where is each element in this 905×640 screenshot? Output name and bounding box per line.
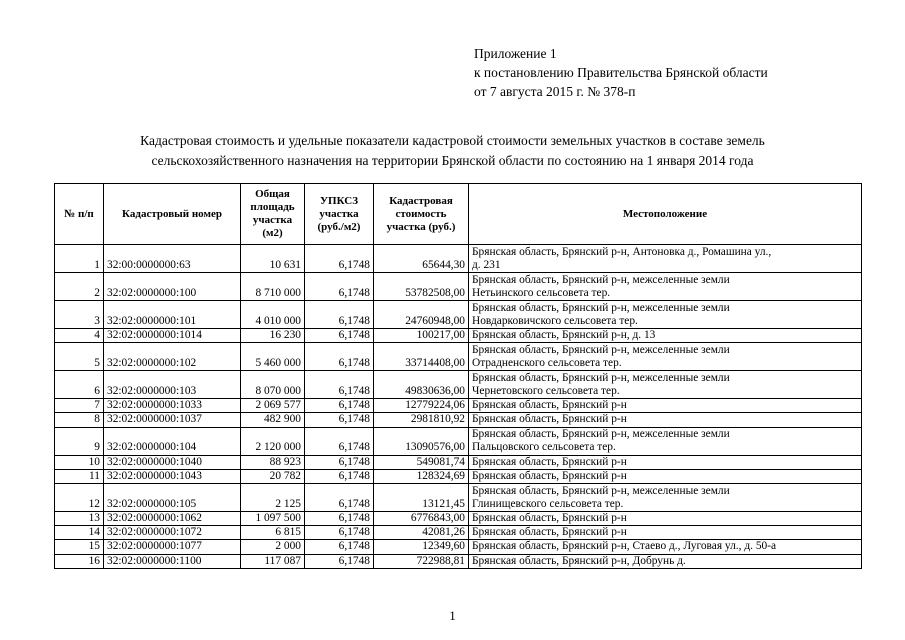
document-title	[0, 131, 905, 171]
header-num: № п/п	[55, 184, 104, 245]
cell-num: 5	[55, 343, 104, 371]
location-line: Брянская область, Брянский р-н, Добрунь д.	[472, 554, 686, 567]
cell-upksz: 6,1748	[305, 469, 374, 483]
cell-area: 8 070 000	[241, 371, 305, 399]
cell-cadastral-value: 128324,69	[374, 469, 469, 483]
cell-cadastral-value: 100217,00	[374, 329, 469, 343]
table-row	[55, 399, 862, 413]
cell-num: 12	[55, 484, 104, 512]
cell-upksz: 6,1748	[305, 399, 374, 413]
cell-area: 16 230	[241, 329, 305, 343]
cell-area: 117 087	[241, 554, 305, 568]
cell-area: 10 631	[241, 245, 305, 273]
cell-cadastral-value: 65644,30	[374, 245, 469, 273]
cell-area: 20 782	[241, 469, 305, 483]
cell-cadastral-number: 32:02:0000000:102	[104, 343, 241, 371]
location-line: Брянская область, Брянский р-н	[472, 512, 627, 525]
cell-upksz: 6,1748	[305, 371, 374, 399]
cell-cadastral-number: 32:02:0000000:1040	[104, 455, 241, 469]
table-row	[55, 484, 862, 512]
cell-area: 2 069 577	[241, 399, 305, 413]
cell-cadastral-number: 32:02:0000000:104	[104, 427, 241, 455]
cell-num: 13	[55, 512, 104, 526]
cell-location	[469, 399, 862, 413]
header-cadastral-number: Кадастровый номер	[104, 184, 241, 245]
location-line: Брянская область, Брянский р-н, межселенные земли	[472, 371, 730, 384]
header-location: Местоположение	[469, 184, 862, 245]
location-line: Глинищевского сельсовета тер.	[472, 497, 624, 510]
cell-num: 10	[55, 455, 104, 469]
location-line: Брянская область, Брянский р-н	[472, 469, 627, 482]
cell-upksz: 6,1748	[305, 245, 374, 273]
cell-location	[469, 540, 862, 554]
title-line-2: сельскохозяйственного назначения на территории Брянской области по состоянию на 1 января 2014 года	[151, 153, 754, 168]
cell-upksz: 6,1748	[305, 512, 374, 526]
location-line: Чернетовского сельсовета тер.	[472, 385, 620, 397]
location-line: Нетьинского сельсовета тер.	[472, 286, 611, 299]
cell-upksz: 6,1748	[305, 273, 374, 301]
cell-cadastral-number: 32:02:0000000:1072	[104, 526, 241, 540]
location-line: Брянская область, Брянский р-н, межселенные земли	[472, 428, 730, 441]
cell-num: 4	[55, 329, 104, 343]
cell-num: 11	[55, 469, 104, 483]
table-row	[55, 554, 862, 568]
cell-upksz: 6,1748	[305, 526, 374, 540]
appendix-header	[474, 44, 768, 101]
cell-location	[469, 245, 862, 273]
cell-upksz: 6,1748	[305, 413, 374, 427]
cell-location	[469, 526, 862, 540]
cell-upksz: 6,1748	[305, 484, 374, 512]
header-upksz: УПКСЗ участка (руб./м2)	[305, 184, 374, 245]
cell-area: 5 460 000	[241, 343, 305, 371]
cell-location	[469, 512, 862, 526]
cell-cadastral-number: 32:02:0000000:1033	[104, 399, 241, 413]
cell-area: 2 000	[241, 540, 305, 554]
cell-cadastral-value: 42081,26	[374, 526, 469, 540]
cell-cadastral-value: 2981810,92	[374, 413, 469, 427]
cell-location	[469, 427, 862, 455]
cell-cadastral-number: 32:02:0000000:1043	[104, 469, 241, 483]
location-line: Новдарковичского сельсовета тер.	[472, 314, 638, 327]
cell-num: 16	[55, 554, 104, 568]
cell-location	[469, 413, 862, 427]
table-row	[55, 512, 862, 526]
cell-area: 1 097 500	[241, 512, 305, 526]
cell-cadastral-value: 24760948,00	[374, 301, 469, 329]
cadastral-table	[54, 183, 862, 569]
cell-upksz: 6,1748	[305, 329, 374, 343]
location-line: Брянская область, Брянский р-н, Антоновка д., Ромашина ул.,	[472, 245, 772, 258]
cell-upksz: 6,1748	[305, 301, 374, 329]
cell-upksz: 6,1748	[305, 455, 374, 469]
cell-location	[469, 343, 862, 371]
appendix-line-1: Приложение 1	[474, 46, 557, 61]
cell-cadastral-value: 13090576,00	[374, 427, 469, 455]
cell-location	[469, 329, 862, 343]
table-body	[55, 245, 862, 569]
title-line-1: Кадастровая стоимость и удельные показатели кадастровой стоимости земельных участков в составе земель	[140, 133, 765, 148]
cell-location	[469, 301, 862, 329]
cell-cadastral-number: 32:02:0000000:1077	[104, 540, 241, 554]
location-line: Брянская область, Брянский р-н, межселенные земли	[472, 484, 730, 497]
location-line: д. 231	[472, 258, 501, 271]
table-row	[55, 343, 862, 371]
cell-num: 9	[55, 427, 104, 455]
page-number: 1	[449, 608, 456, 623]
cell-cadastral-value: 12779224,06	[374, 399, 469, 413]
appendix-line-3: от 7 августа 2015 г. № 378-п	[474, 84, 636, 99]
cell-cadastral-value: 722988,81	[374, 554, 469, 568]
table-row	[55, 329, 862, 343]
cell-cadastral-value: 33714408,00	[374, 343, 469, 371]
cell-area: 4 010 000	[241, 301, 305, 329]
cell-location	[469, 469, 862, 483]
cell-cadastral-value: 49830636,00	[374, 371, 469, 399]
cell-area: 88 923	[241, 455, 305, 469]
table-row	[55, 455, 862, 469]
cell-cadastral-number: 32:02:0000000:1037	[104, 413, 241, 427]
cell-area: 8 710 000	[241, 273, 305, 301]
table-row	[55, 371, 862, 399]
cell-cadastral-number: 32:02:0000000:1100	[104, 554, 241, 568]
cell-cadastral-number: 32:02:0000000:100	[104, 273, 241, 301]
cell-num: 3	[55, 301, 104, 329]
location-line: Брянская область, Брянский р-н, д. 13	[472, 329, 656, 341]
header-cadastral-value: Кадастровая стоимость участка (руб.)	[374, 184, 469, 245]
location-line: Отрадненского сельсовета тер.	[472, 357, 622, 369]
table-header-row	[55, 184, 862, 245]
location-line: Брянская область, Брянский р-н	[472, 526, 627, 539]
cell-area: 6 815	[241, 526, 305, 540]
cell-upksz: 6,1748	[305, 343, 374, 371]
location-line: Брянская область, Брянский р-н	[472, 399, 627, 412]
cell-area: 482 900	[241, 413, 305, 427]
cell-upksz: 6,1748	[305, 554, 374, 568]
cell-location	[469, 484, 862, 512]
cell-cadastral-value: 13121,45	[374, 484, 469, 512]
table-row	[55, 427, 862, 455]
cell-num: 6	[55, 371, 104, 399]
table-row	[55, 526, 862, 540]
cell-cadastral-value: 53782508,00	[374, 273, 469, 301]
cell-area: 2 125	[241, 484, 305, 512]
location-line: Брянская область, Брянский р-н, Стаево д., Луговая ул., д. 50-а	[472, 540, 777, 553]
table-row	[55, 273, 862, 301]
cell-num: 8	[55, 413, 104, 427]
cell-location	[469, 273, 862, 301]
table-row	[55, 540, 862, 554]
location-line: Брянская область, Брянский р-н, межселенные земли	[472, 343, 730, 356]
location-line: Брянская область, Брянский р-н	[472, 413, 627, 426]
cell-cadastral-number: 32:02:0000000:1062	[104, 512, 241, 526]
cell-location	[469, 371, 862, 399]
location-line: Пальцовского сельсовета тер.	[472, 441, 616, 454]
cell-num: 14	[55, 526, 104, 540]
cell-cadastral-value: 6776843,00	[374, 512, 469, 526]
location-line: Брянская область, Брянский р-н, межселенные земли	[472, 301, 730, 314]
cell-location	[469, 455, 862, 469]
cell-cadastral-number: 32:00:0000000:63	[104, 245, 241, 273]
table-row	[55, 413, 862, 427]
cell-area: 2 120 000	[241, 427, 305, 455]
table-row	[55, 245, 862, 273]
table-row	[55, 469, 862, 483]
cell-cadastral-value: 549081,74	[374, 455, 469, 469]
cell-num: 7	[55, 399, 104, 413]
cell-cadastral-number: 32:02:0000000:1014	[104, 329, 241, 343]
cell-num: 1	[55, 245, 104, 273]
table-row	[55, 301, 862, 329]
cell-upksz: 6,1748	[305, 427, 374, 455]
appendix-line-2: к постановлению Правительства Брянской области	[474, 65, 768, 80]
cell-num: 15	[55, 540, 104, 554]
header-area: Общая площадь участка (м2)	[241, 184, 305, 245]
cell-cadastral-number: 32:02:0000000:103	[104, 371, 241, 399]
cell-cadastral-number: 32:02:0000000:105	[104, 484, 241, 512]
cell-num: 2	[55, 273, 104, 301]
cell-location	[469, 554, 862, 568]
cell-cadastral-value: 12349,60	[374, 540, 469, 554]
cell-upksz: 6,1748	[305, 540, 374, 554]
cell-cadastral-number: 32:02:0000000:101	[104, 301, 241, 329]
location-line: Брянская область, Брянский р-н, межселенные земли	[472, 273, 730, 286]
location-line: Брянская область, Брянский р-н	[472, 455, 627, 468]
